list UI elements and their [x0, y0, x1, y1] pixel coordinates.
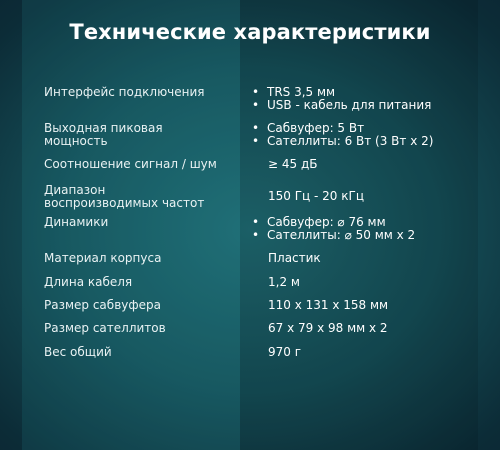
spec-value: Пластик — [268, 251, 321, 265]
page-title: Технические характеристики — [69, 20, 431, 44]
spec-label: Динамики — [44, 215, 109, 229]
spec-value-item: • USB - кабель для питания — [252, 99, 482, 112]
spec-label: Размер сабвуфера — [44, 298, 161, 312]
spec-label: Выходная пиковая мощность — [44, 121, 163, 148]
spec-value — [252, 86, 482, 112]
spec-value: 970 г — [268, 345, 302, 359]
spec-value-item: • Сателлиты: ⌀ 50 мм х 2 — [252, 229, 482, 242]
spec-value: 67 х 79 х 98 мм х 2 — [268, 321, 388, 335]
spec-value-item: • TRS 3,5 мм — [252, 86, 482, 99]
spec-label: Диапазон воспроизводимых частот — [44, 183, 205, 210]
spec-value: 150 Гц - 20 кГц — [268, 189, 364, 203]
spec-value — [252, 122, 482, 148]
spec-label: Вес общий — [44, 345, 112, 359]
spec-value-item: • Сабвуфер: ⌀ 76 мм — [252, 216, 482, 229]
spec-label: Соотношение сигнал / шум — [44, 157, 217, 171]
spec-value-item: • Сателлиты: 6 Вт (3 Вт х 2) — [252, 135, 482, 148]
spec-value — [252, 216, 482, 242]
spec-label: Интерфейс подключения — [44, 85, 205, 99]
spec-value: 110 х 131 х 158 мм — [268, 298, 389, 312]
spec-label: Материал корпуса — [44, 251, 162, 265]
spec-label: Размер сателлитов — [44, 321, 166, 335]
spec-label: Длина кабеля — [44, 275, 133, 289]
spec-value-item: • Сабвуфер: 5 Вт — [252, 122, 482, 135]
spec-value: ≥ 45 дБ — [268, 157, 318, 171]
spec-value: 1,2 м — [268, 275, 300, 289]
